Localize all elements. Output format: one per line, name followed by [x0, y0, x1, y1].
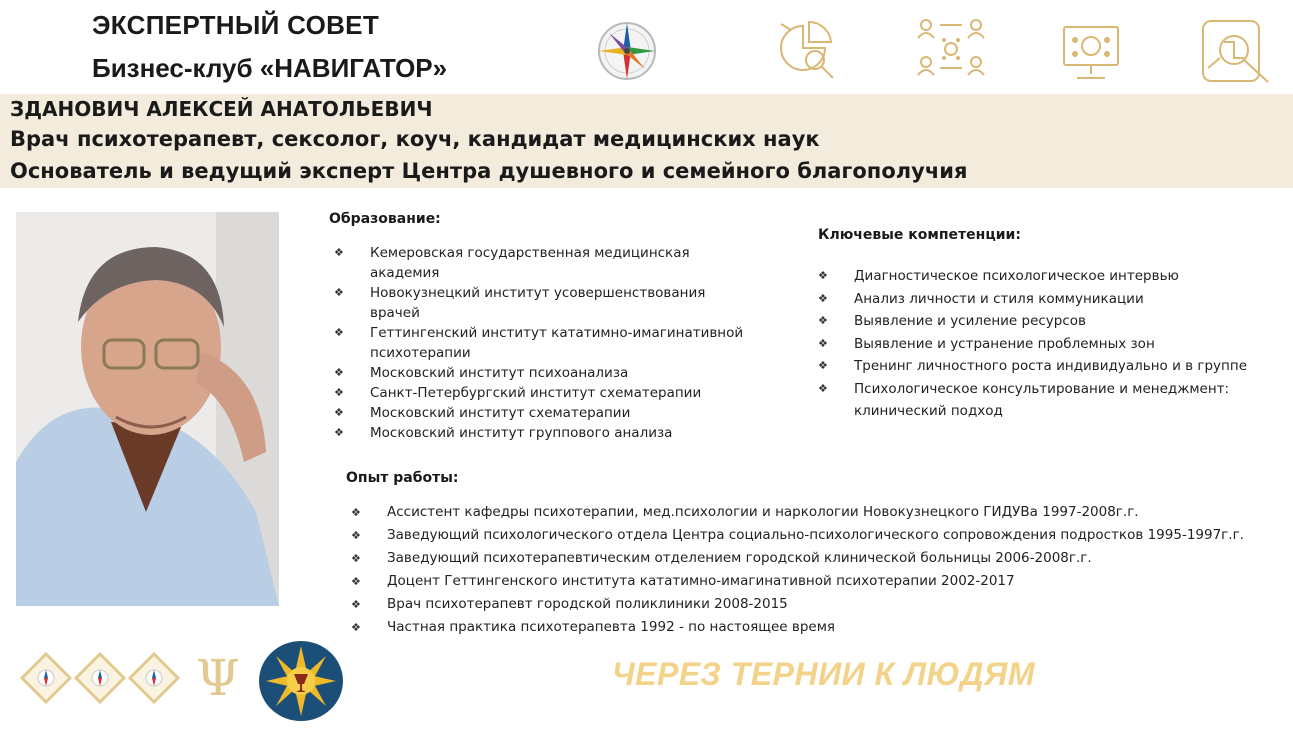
education-list [329, 243, 749, 443]
bullet-icon: ❖ [334, 426, 344, 439]
experience-heading: Опыт работы: [346, 470, 459, 486]
bullet-icon: ❖ [334, 246, 344, 259]
list-item: ❖ Московский институт схематерапии [334, 405, 631, 421]
bullet-icon: ❖ [334, 326, 344, 339]
psi-icon: Ψ [196, 649, 240, 707]
list-item: ❖ Московский институт группового анализа [334, 425, 673, 441]
bullet-icon: ❖ [334, 406, 344, 419]
list-item: ❖ Психологическое консультирование и менеджмент: клинический подход [813, 378, 1253, 423]
bullet-icon: ❖ [351, 575, 361, 588]
bullet-icon: ❖ [334, 286, 344, 299]
list-item: ❖ Ассистент кафедры психотерапии, мед.психологии и наркологии Новокузнецкого ГИДУВа 1997-2008г.г. [346, 501, 1266, 524]
people-network-icon [914, 16, 988, 82]
bullet-icon: ❖ [351, 598, 361, 611]
bullet-icon: ❖ [351, 506, 361, 519]
presentation-screen-icon [1061, 24, 1121, 82]
bullet-icon: ❖ [818, 269, 828, 282]
diamond-compass-icon [22, 654, 70, 702]
list-item: ❖ Санкт-Петербургский институт схематерапии [334, 385, 702, 401]
compass-rose-icon [596, 20, 658, 82]
bullet-icon: ❖ [818, 314, 828, 327]
bullet-icon: ❖ [818, 291, 828, 305]
list-item: ❖ Выявление и устранение проблемных зон [813, 333, 1253, 356]
pie-chart-magnifier-icon [773, 16, 841, 84]
list-item: ❖ Частная практика психотерапевта 1992 - по настоящее время [346, 616, 1266, 639]
bullet-icon: ❖ [818, 336, 828, 350]
diamond-compass-icon [76, 654, 124, 702]
experience-list [346, 501, 1266, 639]
competencies-list [813, 265, 1253, 423]
person-role: Основатель и ведущий эксперт Центра душевного и семейного благополучия [10, 159, 968, 183]
person-profession: Врач психотерапевт, сексолог, коуч, кандидат медицинских наук [10, 127, 820, 151]
bullet-icon: ❖ [334, 366, 344, 379]
list-item: ❖ Тренинг личностного роста индивидуально и в группе [813, 355, 1253, 378]
competencies-heading: Ключевые компетенции: [818, 227, 1021, 243]
bullet-icon: ❖ [351, 621, 361, 634]
bullet-icon: ❖ [818, 359, 828, 372]
list-item: ❖ Врач психотерапевт городской поликлиники 2008-2015 [346, 593, 1266, 616]
portrait-photo [16, 212, 279, 606]
list-item: ❖ Заведующий психологического отдела Центра социально-психологического сопровождения подростков 1995-1997г.г. [346, 524, 1266, 547]
header-title: ЭКСПЕРТНЫЙ СОВЕТ [92, 10, 380, 40]
list-item: ❖ Геттингенский институт кататимно-имагинативной психотерапии [334, 325, 744, 361]
diamond-compass-emblems [20, 652, 180, 704]
footer-motto: ЧЕРЕЗ ТЕРНИИ К ЛЮДЯМ [612, 656, 1035, 692]
list-item: ❖ Московский институт психоанализа [334, 365, 629, 381]
list-item: ❖ Доцент Геттингенского института кататимно-имагинативной психотерапии 2002-2017 [346, 570, 1266, 593]
sun-emblem-icon [258, 640, 344, 722]
list-item: ❖ Анализ личности и стиля коммуникации [813, 288, 1253, 311]
bullet-icon: ❖ [351, 552, 361, 565]
diamond-compass-icon [130, 654, 178, 702]
person-name: ЗДАНОВИЧ АЛЕКСЕЙ АНАТОЛЬЕВИЧ [10, 97, 433, 121]
list-item: ❖ Кемеровская государственная медицинская академия [334, 245, 690, 281]
list-item: ❖ Новокузнецкий институт усовершенствования врачей [334, 285, 706, 321]
list-item: ❖ Заведующий психотерапевтическим отделением городской клинической больницы 2006-2008г.г. [346, 547, 1266, 570]
bullet-icon: ❖ [334, 386, 344, 399]
education-heading: Образование: [329, 211, 441, 227]
header-subtitle: Бизнес-клуб «НАВИГАТОР» [92, 53, 448, 83]
person-title-band [0, 94, 1293, 188]
list-item: ❖ Диагностическое психологическое интервью [813, 265, 1253, 288]
list-item: ❖ Выявление и усиление ресурсов [813, 310, 1253, 333]
search-map-icon [1200, 18, 1274, 86]
bullet-icon: ❖ [351, 529, 361, 542]
bullet-icon: ❖ [818, 381, 828, 395]
